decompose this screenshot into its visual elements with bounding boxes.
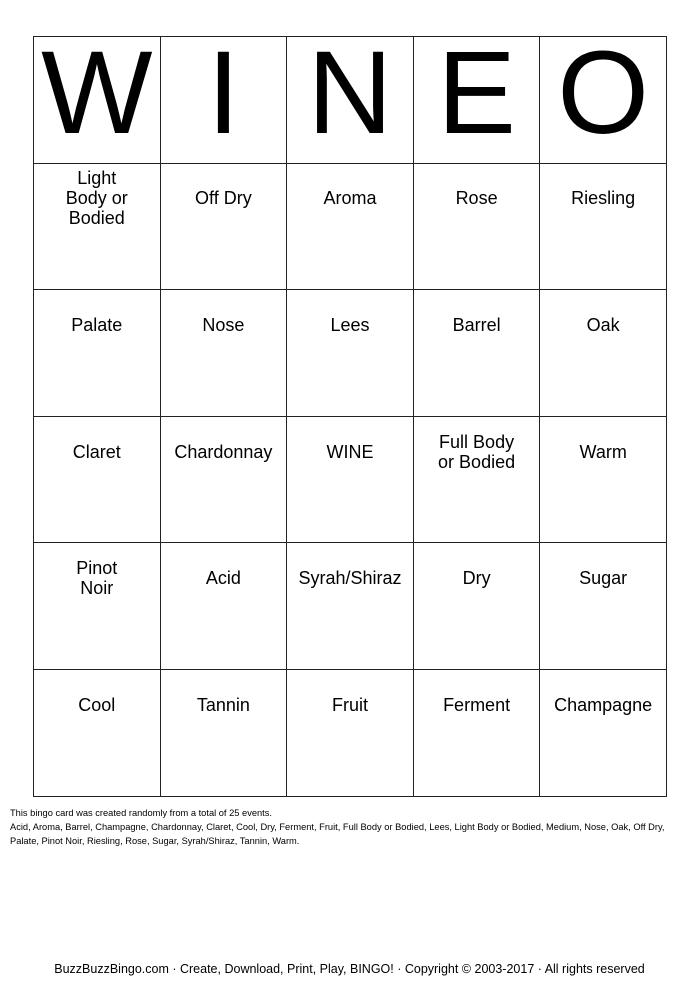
bingo-cell: Nose [160,290,287,417]
bingo-cell: Claret [34,416,161,543]
card-row [34,543,667,670]
bingo-cell: Warm [540,416,667,543]
card-footnote [10,806,690,848]
card-row [34,163,667,290]
bingo-cell: Palate [34,290,161,417]
bingo-cell: Lees [287,290,414,417]
bingo-cell: Chardonnay [160,416,287,543]
bingo-cell: Ferment [413,669,540,796]
bingo-cell: Fruit [287,669,414,796]
header-row [34,37,667,164]
card-row [34,416,667,543]
header-letter: W [34,37,161,164]
bingo-cell: Champagne [540,669,667,796]
header-letter: N [287,37,414,164]
free-space-cell: WINE [287,416,414,543]
header-letter: E [413,37,540,164]
bingo-cell: Syrah/Shiraz [287,543,414,670]
footnote-events: Acid, Aroma, Barrel, Champagne, Chardonnay, Claret, Cool, Dry, Ferment, Fruit, Full Body or Bodied, Lees, Light Body or Bodied, Medium, Nose, Oak, Off Dry, Palate, Pinot Noir, Riesling, Rose, Sugar, Syrah/Shiraz, Tannin, Warm. [10,822,665,846]
bingo-cell: Pinot Noir [34,543,161,670]
bingo-cell: Acid [160,543,287,670]
footnote-intro: This bingo card was created randomly from a total of 25 events. [10,808,272,818]
card-row [34,290,667,417]
bingo-cell: Light Body or Bodied [34,163,161,290]
bingo-cell: Aroma [287,163,414,290]
bingo-cell: Cool [34,669,161,796]
bingo-cell: Oak [540,290,667,417]
bingo-cell: Sugar [540,543,667,670]
header-letter: I [160,37,287,164]
bingo-cell: Full Body or Bodied [413,416,540,543]
page-footer: BuzzBuzzBingo.com · Create, Download, Print, Play, BINGO! · Copyright © 2003-2017 · All rights reserved [54,962,645,976]
header-letter: O [540,37,667,164]
card-row [34,669,667,796]
bingo-card [33,26,667,797]
bingo-cell: Riesling [540,163,667,290]
bingo-cell: Barrel [413,290,540,417]
bingo-cell: Rose [413,163,540,290]
bingo-cell: Off Dry [160,163,287,290]
bingo-cell: Dry [413,543,540,670]
bingo-cell: Tannin [160,669,287,796]
